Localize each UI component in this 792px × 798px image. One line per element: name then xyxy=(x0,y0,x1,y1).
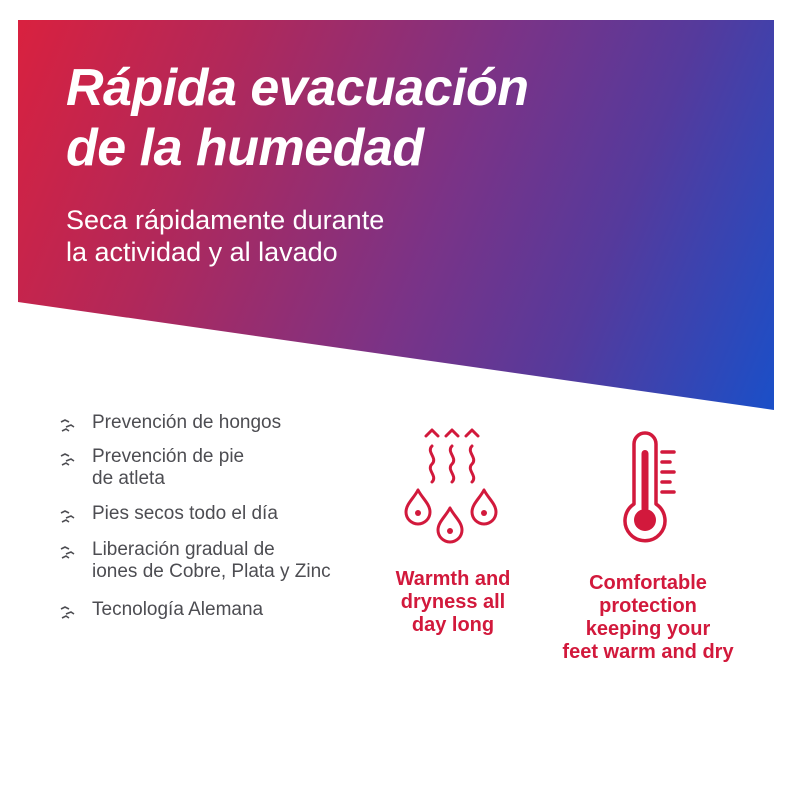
feature-line: Prevención de pie xyxy=(92,446,245,467)
feature-label xyxy=(92,412,331,434)
bullet-arrows-icon xyxy=(60,509,78,525)
caption-line: dryness all xyxy=(400,591,506,613)
vapor-drops-icon xyxy=(398,424,508,554)
bullet-arrows-icon xyxy=(60,545,78,561)
list-item xyxy=(60,503,331,525)
caption-line: protection xyxy=(599,595,697,617)
caption-line: Warmth and xyxy=(395,568,511,590)
feature-line: Tecnología Alemana xyxy=(92,599,264,620)
list-item xyxy=(60,446,331,490)
title-line-2: de la humedad xyxy=(66,119,424,177)
benefit-caption-protection xyxy=(548,572,748,664)
page-title xyxy=(66,58,529,178)
bullet-arrows-icon xyxy=(60,418,78,434)
subtitle-line-2: la actividad y al lavado xyxy=(66,237,338,267)
subtitle-line-1: Seca rápidamente durante xyxy=(66,205,385,235)
title-line-1: Rápida evacuación xyxy=(66,59,529,117)
list-item xyxy=(60,599,331,621)
bullet-arrows-icon xyxy=(60,605,78,621)
feature-line: Pies secos todo el día xyxy=(92,503,278,524)
thermometer-icon xyxy=(614,430,694,550)
page-subtitle xyxy=(66,204,384,268)
caption-line: feet warm and dry xyxy=(562,641,734,663)
list-item xyxy=(60,539,331,583)
feature-line: de atleta xyxy=(92,468,165,489)
list-item xyxy=(60,412,331,434)
feature-label xyxy=(92,503,331,525)
feature-line: Prevención de hongos xyxy=(92,412,282,433)
feature-label xyxy=(92,539,331,583)
feature-line: iones de Cobre, Plata y Zinc xyxy=(92,561,331,582)
caption-line: keeping your xyxy=(585,618,711,640)
benefit-caption-warmth xyxy=(378,568,528,637)
feature-line: Liberación gradual de xyxy=(92,539,275,560)
bullet-arrows-icon xyxy=(60,452,78,468)
caption-line: Comfortable xyxy=(589,572,707,594)
feature-label xyxy=(92,599,331,621)
feature-list xyxy=(60,412,331,621)
feature-label xyxy=(92,446,331,490)
caption-line: day long xyxy=(411,614,495,636)
